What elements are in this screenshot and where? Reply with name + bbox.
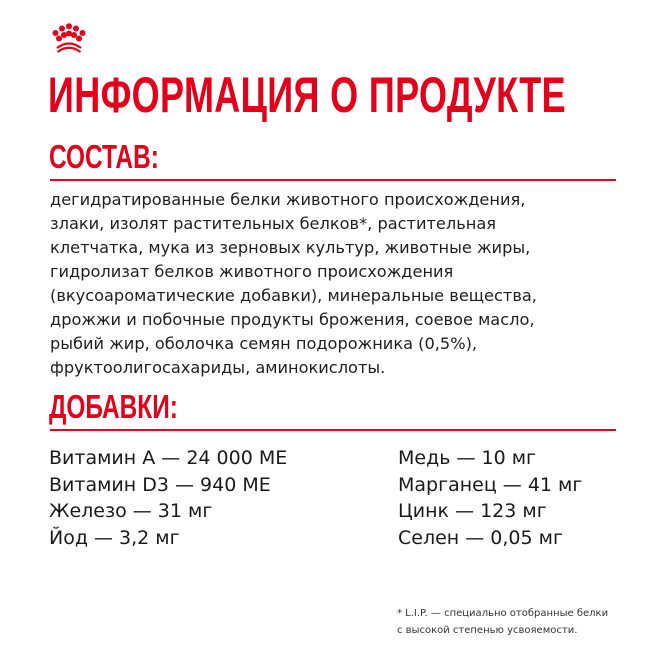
composition-line: рыбий жир, оболочка семян подорожника (0,5%), (50, 334, 478, 353)
additive-item: Витамин А — 24 000 МЕ (49, 447, 288, 469)
additive-item: Железо — 31 мг (49, 500, 213, 522)
composition-line: клетчатка, мука из зерновых культур, животные жиры, (50, 238, 531, 257)
additives-list-right (398, 445, 582, 551)
footnote (397, 605, 608, 639)
composition-line: гидролизат белков животного происхождения (50, 262, 454, 281)
additives-heading: ДОБАВКИ: (49, 388, 178, 425)
page-title: ИНФОРМАЦИЯ О ПРОДУКТЕ (48, 67, 567, 123)
additives-divider (50, 429, 616, 431)
additives-list-left (49, 445, 287, 551)
additive-item: Йод — 3,2 мг (49, 526, 180, 549)
additive-item: Селен — 0,05 мг (398, 526, 563, 549)
footnote-line: с высокой степенью усвояемости. (397, 625, 578, 636)
composition-heading: СОСТАВ: (49, 138, 159, 175)
footnote-line: * L.I.P. — специально отобранные белки (397, 608, 609, 619)
royal-canin-crown-icon (52, 23, 86, 55)
composition-divider (50, 179, 616, 181)
composition-line: (вкусоароматические добавки), минеральные вещества, (50, 286, 537, 305)
additive-item: Марганец — 41 мг (398, 473, 583, 496)
composition-line: дегидратированные белки животного происхождения, (50, 190, 526, 209)
additive-item: Витамин D3 — 940 МЕ (49, 473, 271, 496)
additive-item: Цинк — 123 мг (398, 500, 547, 522)
composition-line: злаки, изолят растительных белков*, растительная (50, 214, 497, 233)
composition-text (50, 188, 630, 380)
composition-line: дрожжи и побочные продукты брожения, соевое масло, (50, 310, 535, 329)
additive-item: Медь — 10 мг (398, 447, 537, 469)
composition-line: фруктоолигосахариды, аминокислоты. (50, 358, 386, 377)
